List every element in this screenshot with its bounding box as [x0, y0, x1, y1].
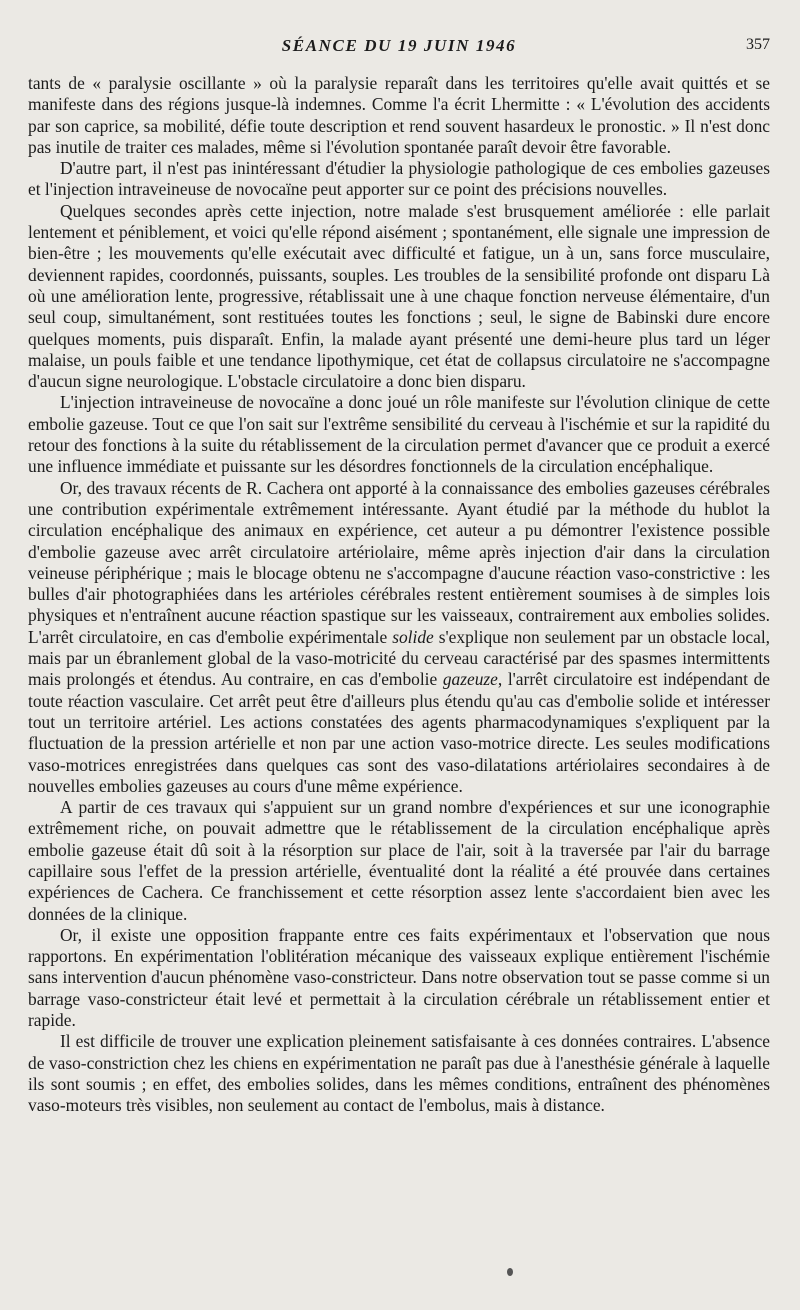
- paragraph: A partir de ces travaux qui s'appuient sur un grand nombre d'expériences et sur une iconographie extrêmement riche, on pouvait admettre que le rétablissement de la circulation encéphalique après embolie gazeuse était dû soit à la résorption sur place de l'air, soit à la traversée par l'air du barrage capillaire sous l'effet de la pression artérielle, éventualité dont la réalité a été prouvée dans certaines expériences de Cachera. Ce franchissement et cette résorption assez lente s'accordaient bien avec les données de la clinique.: [28, 797, 770, 924]
- paragraph: [28, 478, 770, 797]
- page-number: 357: [746, 36, 770, 53]
- ink-speck: [507, 1268, 513, 1276]
- italic-word: solide: [392, 626, 434, 647]
- paragraph-text: , l'arrêt circulatoire est indépendant de toute réaction vasculaire. Cet arrêt peut être d'ailleurs plus étendu qu'au cas d'embolie solide et intéresser tout un territoire artériel. Les actions constatées des agents pharmacodynamiques s'expliquent par la fluctuation de la pression artérielle et non par une action vaso-motrice directe. Les seules modifications vaso-motrices enregistrées dans quelques cas sont des vaso-dilatations artériolaires secondaires à de nouvelles embolies gazeuses au cours d'une même expérience.: [28, 669, 770, 796]
- paragraph: tants de « paralysie oscillante » où la paralysie reparaît dans les territoires qu'elle avait quittés et se manifeste dans des régions jusque-là indemnes. Comme l'a écrit Lhermitte : « L'évolution des accidents par son caprice, sa mobilité, défie toute description et rend souvent hasardeux le pronostic. » Il n'est donc pas inutile de traiter ces malades, même si l'évolution spontanée paraît devoir être favorable.: [28, 73, 770, 157]
- paragraph: Il est difficile de trouver une explication pleinement satisfaisante à ces données contraires. L'absence de vaso-constriction chez les chiens en expérimentation ne paraît pas due à l'anesthésie générale à laquelle ils sont soumis ; en effet, des embolies solides, dans les mêmes conditions, entraînent des phénomènes vaso-moteurs très visibles, non seulement au contact de l'embolus, mais à distance.: [28, 1031, 770, 1116]
- paragraph-text: s'explique non seulement par un obstacle local, mais par un ébranlement global de la vaso-motricité du cerveau caractérisé par des spasmes intermittents mais prolongés et étendus. Au contraire, en cas d'embolie: [28, 626, 770, 690]
- paragraph-text: Or, des travaux récents de R. Cachera ont apporté à la connaissance des embolies gazeuses cérébrales une contribution expérimentale extrêmement intéressante. Ayant étudié par la méthode du hublot la circulation encéphalique des animaux en expérience, cet auteur a pu démontrer l'existence possible d'embolie gazeuse avec arrêt circulatoire artériolaire, même après injection d'air dans la circulation veineuse périphérique ; mais le blocage obtenu ne s'accompagne d'aucune réaction vaso-constrictive : les bulles d'air photographiées dans les artérioles cérébrales restent entièrement soumises à de simples lois physiques et n'entraînent aucune réaction spastique sur les vaisseaux, contrairement aux embolies solides. L'arrêt circulatoire, en cas d'embolie expérimentale: [28, 477, 770, 647]
- body-text: [28, 73, 770, 1117]
- paragraph: L'injection intraveineuse de novocaïne a donc joué un rôle manifeste sur l'évolution clinique de cette embolie gazeuse. Tout ce que l'on sait sur l'extrême sensibilité du cerveau à l'ischémie et sur la rapidité du retour des fonctions à la suite du rétablissement de la circulation permet d'avancer que ce produit a exercé une influence immédiate et puissante sur les désordres fonctionnels de la circulation encéphalique.: [28, 392, 770, 477]
- paragraph: Quelques secondes après cette injection, notre malade s'est brusquement améliorée : elle parlait lentement et péniblement, et voici qu'elle répond aisément ; spontanément, elle signale une impression de bien-être ; les mouvements qu'elle exécutait avec difficulté et fatigue, un à un, sans force musculaire, deviennent rapides, coordonnés, puissants, souples. Les troubles de la sensibilité profonde ont disparu Là où une amélioration lente, progressive, rétablissait une à une chaque fonction nerveuse élémentaire, d'un seul coup, simultanément, sont restituées toutes les fonctions ; seul, le signe de Babinski dure encore quelques moments, puis disparaît. Enfin, la malade ayant présenté une demi-heure plus tard un léger malaise, un pouls faible et une tendance lipothymique, cet état de collapsus circulatoire ne s'accompagne d'aucun signe neurologique. L'obstacle circulatoire a donc bien disparu.: [28, 200, 770, 392]
- running-title: SÉANCE DU 19 JUIN 1946: [281, 36, 517, 55]
- paragraph: Or, il existe une opposition frappante entre ces faits expérimentaux et l'observation que nous rapportons. En expérimentation l'oblitération mécanique des vaisseaux explique entièrement l'ischémie sans intervention d'aucun phénomène vaso-constricteur. Dans notre observation tout se passe comme si un barrage vaso-constricteur était levé et permettait à la circulation cérébrale un rétablissement entier et rapide.: [28, 924, 770, 1031]
- page-header: [28, 36, 770, 62]
- paragraph: D'autre part, il n'est pas inintéressant d'étudier la physiologie pathologique de ces embolies gazeuses et l'injection intraveineuse de novocaïne peut apporter sur ce point des précisions nouvelles.: [28, 158, 770, 200]
- italic-word: gazeuze: [442, 669, 498, 690]
